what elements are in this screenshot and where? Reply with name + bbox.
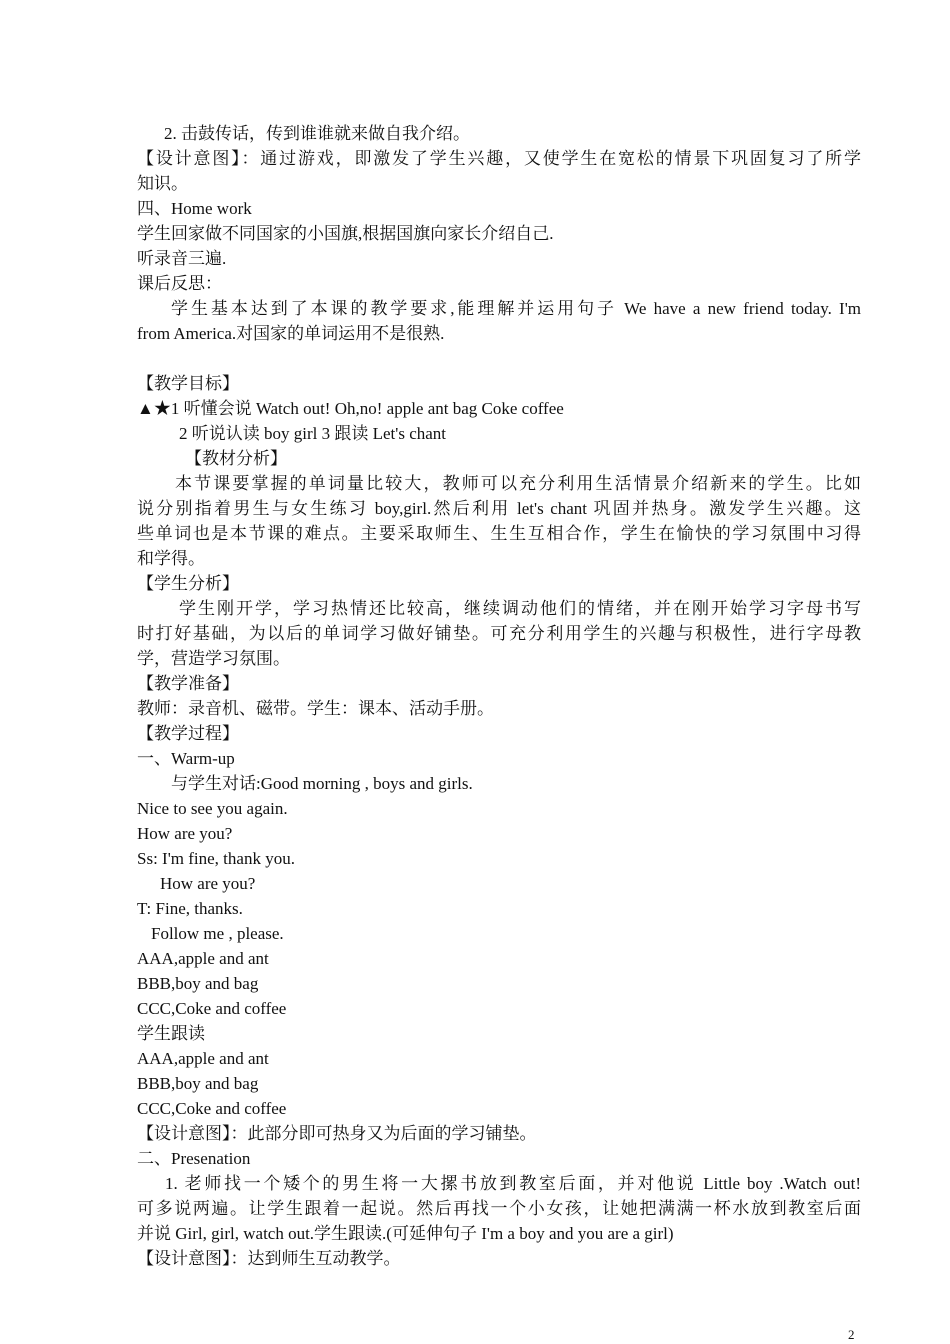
text-line: Follow me , please. xyxy=(151,924,284,943)
section-heading: 一、Warm-up xyxy=(137,749,235,768)
text-line: 学生跟读 xyxy=(137,1024,205,1043)
text-line: 些单词也是本节课的难点。主要采取师生、生生互相合作，学生在愉快的学习氛围中习得 xyxy=(137,524,861,543)
text-line: AAA,apple and ant xyxy=(137,949,269,968)
section-heading: 二、Presenation xyxy=(137,1149,251,1168)
text-line: 【设计意图】：达到师生互动教学。 xyxy=(137,1249,401,1268)
text-line: 【设计意图】：此部分即可热身又为后面的学习铺垫。 xyxy=(137,1124,537,1143)
text-line: 听录音三遍. xyxy=(137,249,227,268)
text-line: 与学生对话:Good morning , boys and girls. xyxy=(171,774,473,793)
text-line: How are you? xyxy=(160,874,256,893)
text-line: from America.对国家的单词运用不是很熟. xyxy=(137,324,445,343)
section-heading: 【教学过程】 xyxy=(137,724,239,743)
text-line: 本节课要掌握的单词量比较大，教师可以充分利用生活情景介绍新来的学生。比如 xyxy=(175,474,861,493)
text-line: 可多说两遍。让学生跟着一起说。然后再找一个小女孩，让她把满满一杯水放到教室后面 xyxy=(137,1199,861,1218)
text-line: BBB,boy and bag xyxy=(137,1074,259,1093)
text-line: 学，营造学习氛围。 xyxy=(137,649,290,668)
section-heading: 【教学准备】 xyxy=(137,674,239,693)
section-heading: 四、Home work xyxy=(137,199,252,218)
text-line: AAA,apple and ant xyxy=(137,1049,269,1068)
text-line: 学生刚开学，学习热情还比较高，继续调动他们的情绪，并在刚开始学习字母书写 xyxy=(179,599,861,618)
text-line: BBB,boy and bag xyxy=(137,974,259,993)
text-line: 2 听说认读 boy girl 3 跟读 Let's chant xyxy=(179,424,447,443)
text-line: 【设计意图】：通过游戏，即激发了学生兴趣，又使学生在宽松的情景下巩固复习了所学 xyxy=(137,149,861,168)
text-line: 说分别指着男生与女生练习 boy,girl.然后利用 let's chant 巩固并热身。激发学生兴趣。这 xyxy=(137,499,861,518)
text-line: 2. 击鼓传话，传到谁谁就来做自我介绍。 xyxy=(164,124,470,143)
text-line: 时打好基础，为以后的单词学习做好铺垫。可充分利用学生的兴趣与积极性，进行字母教 xyxy=(137,624,861,643)
text-line: How are you? xyxy=(137,824,233,843)
section-heading: 【教学目标】 xyxy=(137,374,239,393)
page-number: 2 xyxy=(848,1327,855,1342)
section-heading: 【教材分析】 xyxy=(185,449,287,468)
text-line: CCC,Coke and coffee xyxy=(137,1099,287,1118)
section-heading: 【学生分析】 xyxy=(137,574,239,593)
text-line: 并说 Girl, girl, watch out.学生跟读.(可延伸句子 I'm a boy and you are a girl) xyxy=(137,1224,674,1243)
text-line: 和学得。 xyxy=(137,549,205,568)
text-line: T: Fine, thanks. xyxy=(137,899,243,918)
text-line: Ss: I'm fine, thank you. xyxy=(137,849,295,868)
text-line: Nice to see you again. xyxy=(137,799,288,818)
text-line: 学生回家做不同国家的小国旗,根据国旗向家长介绍自己. xyxy=(137,224,554,243)
text-line: 学生基本达到了本课的教学要求,能理解并运用句子 We have a new friend today. I'm xyxy=(171,299,861,318)
section-heading: 课后反思： xyxy=(137,274,222,293)
text-line: ▲★1 听懂会说 Watch out! Oh,no! apple ant bag Coke coffee xyxy=(137,399,564,418)
text-line: 教师：录音机、磁带。学生：课本、活动手册。 xyxy=(137,699,494,718)
text-line: 1. 老师找一个矮个的男生将一大摞书放到教室后面，并对他说 Little boy .Watch out! xyxy=(165,1174,861,1193)
text-line: 知识。 xyxy=(137,174,188,193)
text-line: CCC,Coke and coffee xyxy=(137,999,287,1018)
